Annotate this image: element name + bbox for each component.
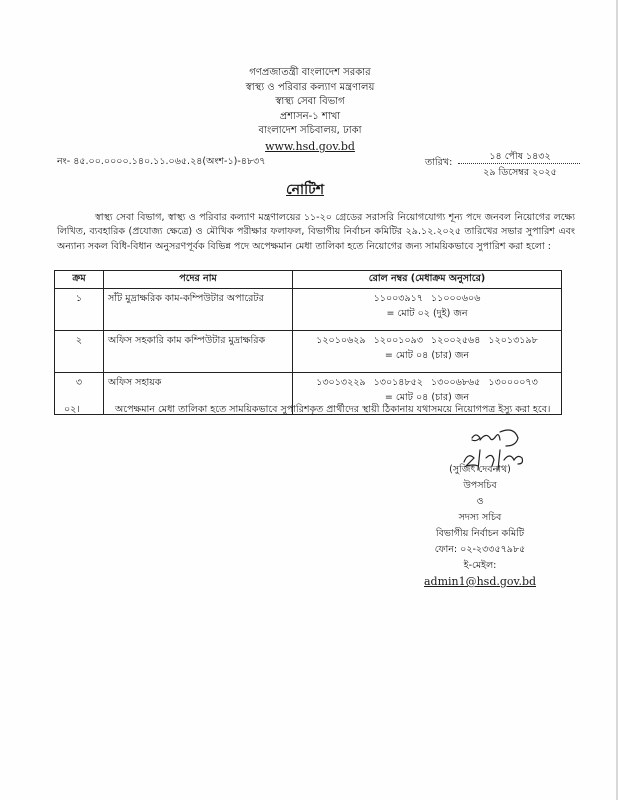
paragraph-two [64,403,550,418]
email-link[interactable]: admin1@hsd.gov.bd [423,575,537,588]
letterhead-division: স্বাস্থ্য সেবা বিভাগ [275,96,345,108]
date-gregorian: ২৯ ডিসেম্বর ২০২৫ [483,167,557,178]
notice-body-text: স্বাস্থ্য সেবা বিভাগ, স্বাস্থ্য ও পরিবার কল্যাণ মন্ত্রণালয়ের ১১-২০ গ্রেডের সরাসরি নিয়োগযোগ্য শূন্য পদে জনবল নিয়োগের লক্ষ্যে লিখিত, ব্যবহারিক (প্রযোজ্য ক্ষেত্রে) ও মৌখিক পরীক্ষার ফলাফল, বিভাগীয় নির্বাচন কমিটির ২৯.১২.২০২৫ তারিখের সভার সুপারিশ এবং অন্যান্য সকল বিধি-বিধান অনুসরণপূর্বক বিভিন্ন পদে অপেক্ষমান মেধা তালিকা হতে নিয়োগের জন্য সাময়িকভাবে সুপারিশ করা হলো : [57,212,575,252]
table-header-row [55,271,562,289]
date-bangla: ১৪ পৌষ ১৪৩২ [489,151,551,162]
signatory-role: সদস্য সচিব [458,512,502,523]
row-rolls-cell [293,331,562,373]
signatory-email-line [380,558,580,590]
date-divider [458,163,580,164]
signatory-committee: বিভাগীয় নির্বাচন কমিটি [435,528,525,539]
signatory-name: (সুজিৎ দেবনাথ) [449,464,511,475]
row-post-name: অফিস সহায়ক [104,373,293,415]
row-rolls-cell [293,289,562,331]
roll-numbers: ১১০০৩৯১৭ ১১০০০৬০৬ [373,293,481,304]
row-serial: ২ [55,331,104,373]
letterhead-ministry: স্বাস্থ্য ও পরিবার কল্যাণ মন্ত্রণালয় [245,81,375,93]
notice-title: নোটিশ [285,182,324,198]
signatory-phone: ফোন: ০২-২৩৩৫৭৯৮৫ [434,544,526,555]
notice-body [57,211,575,254]
signatory-block [380,462,580,590]
date-label: তারিখ: [425,157,453,168]
website-link[interactable]: www.hsd.gov.bd [265,139,355,153]
signatory-conjunction: ও [476,496,484,507]
roll-total: = মোট ০২ (দুই) জন [386,308,468,319]
table-row [55,289,562,331]
header-serial: ক্রম [55,271,104,289]
email-label: ই-মেইল: [463,560,497,571]
header-post-name: পদের নাম [104,271,293,289]
roll-total: = মোট ০৪ (চার) জন [384,392,470,403]
recommendation-table [54,270,562,415]
memo-number: নং- ৪৫.০০.০০০০.১৪০.১১.০৬৫.২৪(অংশ-১)-৪৮৩৭ [57,156,266,167]
paragraph-text: অপেক্ষমান মেধা তালিকা হতে সাময়িকভাবে সুপারিশকৃত প্রার্থীদের স্থায়ী ঠিকানায় যথাসময়ে নিয়োগপত্র ইস্যু করা হবে। [115,404,551,415]
roll-total: = মোট ০৪ (চার) জন [384,350,470,361]
header-roll-numbers: রোল নম্বর (মেধাক্রম অনুসারে) [293,271,562,289]
paragraph-number: ০২। [64,404,80,415]
letterhead-government: গণপ্রজাতন্ত্রী বাংলাদেশ সরকার [249,67,371,78]
row-serial: ৩ [55,373,104,415]
letterhead-branch: প্রশাসন-১ শাখা [279,110,341,122]
row-post-name: সাঁট মুদ্রাক্ষরিক কাম-কম্পিউটার অপারেটর [104,289,293,331]
roll-numbers: ১৩০১৩২২৯ ১৩০১৪৮৫২ ১৩০০৬৮৬৫ ১৩০০০০৭৩ [316,377,538,388]
table-row [55,331,562,373]
roll-numbers: ১২০১০৬২৯ ১২০০১০৯৩ ১২০০২৫৬৪ ১২০১৩১৯৮ [316,335,538,346]
row-post-name: অফিস সহকারি কাম কম্পিউটার মুদ্রাক্ষরিক [104,331,293,373]
row-serial: ১ [55,289,104,331]
letterhead-address: বাংলাদেশ সচিবালয়, ঢাকা [258,125,362,137]
signatory-designation: উপসচিব [463,480,497,491]
letterhead [180,66,440,156]
